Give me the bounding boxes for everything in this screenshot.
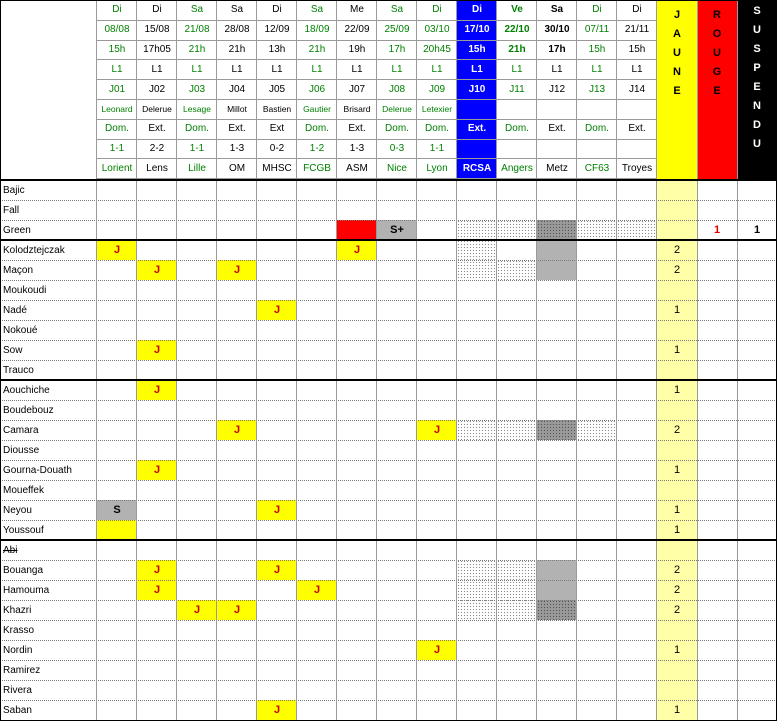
player-red-count [697, 300, 737, 320]
match-10-time: 15h [457, 40, 497, 60]
match-5-ref: Bastien [262, 103, 292, 114]
header-letter: S [753, 43, 761, 55]
match-6-score: 1-2 [309, 142, 325, 154]
player-suspension-count [737, 620, 777, 640]
match-13-score [577, 139, 617, 159]
player-suspension-count: 1 [753, 224, 761, 236]
match-12-comp: L1 [551, 63, 563, 75]
player-name: Hamouma [3, 584, 50, 596]
match-6-ref: Gautier [303, 103, 331, 114]
card-mark[interactable]: S [97, 500, 137, 520]
player-yellow-count: 1 [657, 700, 697, 720]
player-yellow-count [657, 680, 697, 700]
header-letter: S [753, 5, 761, 17]
match-5-score: 0-2 [269, 142, 285, 154]
match-4-round: J04 [228, 83, 246, 95]
header-letter: J [673, 9, 681, 21]
player-yellow-count [657, 660, 697, 680]
unavailable-cell [497, 220, 537, 240]
header-letter: U [753, 138, 761, 150]
player-name: Ramirez [3, 664, 41, 676]
match-2-date: 15/08 [144, 24, 170, 36]
player-red-count [697, 700, 737, 720]
player-suspension-count [737, 640, 777, 660]
match-4-comp: L1 [231, 63, 243, 75]
player-red-count [697, 660, 737, 680]
match-1-venue: Dom. [105, 123, 129, 135]
match-5-venue: Ext [269, 123, 285, 135]
card-mark[interactable]: J [137, 460, 177, 480]
header-letter: O [712, 28, 722, 40]
player-suspension-count [737, 480, 777, 500]
player-red-count [697, 500, 737, 520]
header-letter: D [753, 119, 761, 131]
player-name: Moueffek [3, 484, 44, 496]
match-5-opponent: MHSC [262, 162, 292, 174]
unavailable-cell [457, 560, 497, 620]
match-5-comp: L1 [271, 63, 283, 75]
unavailable-cell [497, 420, 537, 440]
player-red-count [697, 520, 737, 540]
total-yellow-header [657, 0, 697, 180]
match-9-time: 20h45 [423, 43, 451, 55]
match-14-comp: L1 [631, 63, 643, 75]
player-name: Kolodztejczak [3, 244, 65, 256]
player-name: Diousse [3, 444, 40, 456]
match-12-date: 30/10 [544, 24, 570, 36]
player-name: Bajic [3, 184, 25, 196]
match-14-time: 15h [628, 43, 646, 55]
match-3-opponent: Lille [188, 162, 206, 174]
player-red-count [697, 260, 737, 280]
player-red-count [697, 680, 737, 700]
unavailable-cell [457, 240, 497, 280]
match-3-date: 21/08 [184, 24, 210, 36]
header-letter: U [753, 24, 761, 36]
card-mark[interactable]: J [417, 420, 457, 440]
match-4-opponent: OM [228, 162, 246, 174]
match-1-day: Di [112, 4, 122, 16]
player-suspension-count [737, 660, 777, 680]
match-9-opponent: Lyon [426, 162, 448, 174]
match-11-venue: Dom. [505, 123, 529, 135]
unavailable-cell [457, 420, 497, 440]
header-letter: E [753, 81, 761, 93]
match-7-opponent: ASM [346, 162, 368, 174]
player-yellow-count [657, 200, 697, 220]
player-suspension-count [737, 580, 777, 600]
player-yellow-count [657, 440, 697, 460]
player-red-count [697, 240, 737, 260]
player-name: Khazri [3, 604, 32, 616]
player-name: Gourna-Douath [3, 464, 72, 476]
player-red-count [697, 580, 737, 600]
match-4-time: 21h [228, 43, 246, 55]
match-10-round: J10 [457, 79, 497, 99]
match-11-score [497, 139, 537, 159]
player-name: Camara [3, 424, 39, 436]
match-9-date: 03/10 [424, 24, 450, 36]
player-name: Krasso [3, 624, 35, 636]
player-yellow-count: 2 [657, 600, 697, 620]
player-yellow-count [657, 400, 697, 420]
unavailable-cell [457, 220, 497, 240]
card-mark[interactable]: J [137, 580, 177, 600]
match-9-day: Di [432, 4, 442, 16]
card-mark[interactable]: J [297, 580, 337, 600]
match-10-date: 17/10 [457, 20, 497, 40]
header-letter: P [753, 62, 761, 74]
match-14-venue: Ext. [628, 123, 646, 135]
player-red-count: 1 [713, 224, 721, 236]
header-letter: R [713, 9, 721, 21]
match-12-day: Sa [550, 4, 564, 16]
player-red-count [697, 280, 737, 300]
card-mark[interactable]: J [217, 260, 257, 280]
player-suspension-count [737, 700, 777, 720]
player-suspension-count [737, 260, 777, 280]
player-yellow-count [657, 180, 697, 200]
player-suspension-count [737, 680, 777, 700]
player-name: Moukoudi [3, 284, 47, 296]
match-6-venue: Dom. [305, 123, 329, 135]
player-yellow-count [657, 220, 697, 240]
match-13-ref [577, 99, 617, 119]
unavailable-cell [617, 220, 657, 240]
match-1-opponent: Lorient [101, 162, 133, 174]
match-6-day: Sa [310, 4, 324, 16]
player-red-count [697, 460, 737, 480]
player-yellow-count: 2 [657, 420, 697, 440]
match-7-date: 22/09 [344, 24, 370, 36]
card-mark[interactable]: J [97, 240, 137, 260]
match-5-round: J05 [268, 83, 286, 95]
player-red-count [697, 340, 737, 360]
match-2-ref: Delerue [142, 103, 172, 114]
match-7-day: Me [350, 4, 364, 16]
player-yellow-count: 1 [657, 520, 697, 540]
player-red-count [697, 380, 737, 400]
match-7-score: 1-3 [349, 142, 365, 154]
match-10-score [457, 139, 497, 159]
match-12-score [537, 139, 577, 159]
header-letter: G [712, 66, 722, 78]
match-10-ref [457, 99, 497, 119]
player-suspension-count [737, 240, 777, 260]
player-name: Bouanga [3, 564, 44, 576]
match-4-score: 1-3 [229, 142, 245, 154]
unavailable-cell [537, 420, 577, 440]
card-mark[interactable]: J [217, 600, 257, 620]
match-12-round: J12 [548, 83, 566, 95]
match-6-date: 18/09 [304, 24, 330, 36]
match-8-date: 25/09 [384, 24, 410, 36]
player-name: Nokoué [3, 324, 38, 336]
player-name: Nordin [3, 644, 33, 656]
header-letter: U [713, 47, 721, 59]
match-14-date: 21/11 [624, 24, 650, 36]
player-suspension-count [737, 280, 777, 300]
match-7-round: J07 [348, 83, 366, 95]
player-red-count [697, 320, 737, 340]
player-yellow-count: 2 [657, 260, 697, 280]
match-8-round: J08 [388, 83, 406, 95]
match-3-score: 1-1 [189, 142, 205, 154]
player-name: Fall [3, 204, 20, 216]
player-yellow-count: 2 [657, 240, 697, 260]
player-yellow-count: 1 [657, 640, 697, 660]
player-name: Saban [3, 704, 32, 716]
player-yellow-count [657, 280, 697, 300]
match-4-venue: Ext. [228, 123, 246, 135]
match-3-round: J03 [188, 83, 206, 95]
match-12-time: 17h [548, 43, 566, 55]
player-red-count [697, 480, 737, 500]
match-11-date: 22/10 [504, 24, 530, 36]
match-6-opponent: FCGB [303, 162, 331, 174]
player-yellow-count: 2 [657, 580, 697, 600]
card-mark[interactable]: J [257, 560, 297, 580]
match-10-venue: Ext. [457, 119, 497, 139]
match-11-round: J11 [509, 83, 525, 95]
player-suspension-count [737, 420, 777, 440]
header-letter: N [753, 100, 761, 112]
match-9-score: 1-1 [429, 142, 445, 154]
match-2-day: Di [152, 4, 162, 16]
player-red-count [697, 420, 737, 440]
unavailable-cell [577, 420, 617, 440]
player-red-count [697, 560, 737, 580]
unavailable-cell [497, 260, 537, 280]
player-yellow-count [657, 360, 697, 380]
match-13-comp: L1 [591, 63, 603, 75]
player-red-count [697, 200, 737, 220]
match-3-ref: Lesage [183, 103, 211, 114]
unavailable-cell [537, 560, 577, 600]
unavailable-cell [497, 560, 537, 620]
match-13-day: Di [592, 4, 602, 16]
match-2-comp: L1 [151, 63, 163, 75]
player-red-count [697, 600, 737, 620]
match-4-ref: Millot [227, 103, 247, 114]
player-suspension-count [737, 300, 777, 320]
match-9-venue: Dom. [425, 123, 449, 135]
player-yellow-count: 1 [657, 460, 697, 480]
card-mark[interactable] [97, 520, 137, 540]
header-letter: A [673, 28, 681, 40]
match-8-score: 0-3 [389, 142, 405, 154]
match-3-time: 21h [188, 43, 206, 55]
match-3-comp: L1 [191, 63, 203, 75]
match-9-comp: L1 [431, 63, 443, 75]
player-suspension-count [737, 340, 777, 360]
match-12-ref [537, 99, 577, 119]
match-14-day: Di [632, 4, 642, 16]
player-name: Rivera [3, 684, 32, 696]
match-14-round: J14 [628, 83, 646, 95]
player-yellow-count: 1 [657, 500, 697, 520]
player-suspension-count [737, 600, 777, 620]
match-2-round: J02 [148, 83, 166, 95]
header-letter: U [673, 47, 681, 59]
player-red-count [697, 540, 737, 560]
match-11-day: Ve [511, 4, 523, 16]
match-5-date: 12/09 [264, 24, 290, 36]
player-yellow-count: 1 [657, 340, 697, 360]
match-10-comp: L1 [457, 59, 497, 79]
match-1-time: 15h [108, 43, 126, 55]
match-11-opponent: Angers [501, 162, 533, 174]
match-3-day: Sa [190, 4, 204, 16]
match-4-date: 28/08 [224, 24, 250, 36]
player-red-count [697, 620, 737, 640]
card-mark[interactable]: J [257, 500, 297, 520]
match-11-comp: L1 [511, 63, 523, 75]
player-suspension-count [737, 380, 777, 400]
player-name: Sow [3, 344, 23, 356]
player-name: Youssouf [3, 524, 44, 536]
card-mark[interactable]: J [137, 380, 177, 400]
player-suspension-count [737, 500, 777, 520]
match-2-score: 2-2 [149, 142, 165, 154]
card-mark[interactable]: J [177, 600, 217, 620]
match-8-opponent: Nice [386, 162, 407, 174]
card-mark[interactable]: J [337, 240, 377, 260]
player-red-count [697, 640, 737, 660]
player-yellow-count: 1 [657, 380, 697, 400]
match-9-ref: Letexier [421, 103, 453, 114]
match-4-day: Sa [230, 4, 244, 16]
match-2-venue: Ext. [148, 123, 166, 135]
player-red-count [697, 180, 737, 200]
match-7-time: 19h [348, 43, 366, 55]
match-11-time: 21h [508, 43, 526, 55]
card-mark[interactable]: S+ [377, 220, 417, 240]
card-mark[interactable]: J [137, 260, 177, 280]
player-yellow-count [657, 620, 697, 640]
player-suspension-count [737, 520, 777, 540]
player-name: Nadé [3, 304, 27, 316]
match-5-day: Di [272, 4, 282, 16]
match-13-venue: Dom. [585, 123, 609, 135]
match-13-time: 15h [588, 43, 606, 55]
player-suspension-count [737, 460, 777, 480]
player-yellow-count: 2 [657, 560, 697, 580]
player-yellow-count: 1 [657, 300, 697, 320]
match-6-comp: L1 [311, 63, 323, 75]
match-8-venue: Dom. [385, 123, 409, 135]
match-3-venue: Dom. [185, 123, 209, 135]
card-mark[interactable]: J [217, 420, 257, 440]
player-suspension-count [737, 400, 777, 420]
player-red-count [697, 440, 737, 460]
card-mark[interactable]: J [137, 560, 177, 580]
player-name: Abi [3, 544, 18, 556]
unavailable-cell [537, 600, 577, 620]
player-suspension-count [737, 200, 777, 220]
match-14-opponent: Troyes [621, 162, 653, 174]
player-red-count [697, 360, 737, 380]
player-suspension-count [737, 320, 777, 340]
player-name: Trauco [3, 364, 34, 376]
match-14-score [617, 139, 657, 159]
player-yellow-count [657, 540, 697, 560]
card-mark[interactable]: J [257, 700, 297, 720]
player-suspension-count [737, 440, 777, 460]
player-name: Neyou [3, 504, 32, 516]
match-13-round: J13 [588, 83, 606, 95]
unavailable-cell [537, 220, 577, 240]
match-5-time: 13h [268, 43, 286, 55]
match-7-venue: Ext. [348, 123, 366, 135]
player-name: Green [3, 224, 31, 236]
card-mark[interactable]: J [257, 300, 297, 320]
match-9-round: J09 [428, 83, 446, 95]
player-red-count [697, 400, 737, 420]
total-red-header [697, 0, 737, 180]
match-1-score: 1-1 [109, 142, 125, 154]
match-10-opponent: RCSA [457, 158, 497, 178]
match-13-date: 07/11 [584, 24, 610, 36]
total-suspended-header [737, 0, 777, 180]
match-7-comp: L1 [351, 63, 363, 75]
header-letter: E [673, 85, 681, 97]
match-12-venue: Ext. [548, 123, 566, 135]
player-suspension-count [737, 540, 777, 560]
player-yellow-count [657, 480, 697, 500]
player-suspension-count [737, 180, 777, 200]
unavailable-cell [537, 240, 577, 280]
match-7-ref: Brisard [343, 103, 371, 114]
header-letter: E [713, 85, 721, 97]
card-mark[interactable]: J [417, 640, 457, 660]
match-6-time: 21h [308, 43, 326, 55]
match-8-time: 17h [388, 43, 406, 55]
match-1-comp: L1 [111, 63, 123, 75]
header-letter: N [673, 66, 681, 78]
match-8-day: Sa [390, 4, 404, 16]
match-8-comp: L1 [391, 63, 403, 75]
match-12-opponent: Metz [546, 162, 568, 174]
player-name: Boudebouz [3, 404, 54, 416]
match-2-opponent: Lens [146, 162, 168, 174]
match-13-opponent: CF63 [584, 162, 610, 174]
match-10-day: Di [457, 0, 497, 20]
match-2-time: 17h05 [143, 43, 171, 55]
player-yellow-count [657, 320, 697, 340]
match-1-round: J01 [108, 83, 126, 95]
unavailable-cell [577, 220, 617, 240]
match-1-ref: Leonard [101, 103, 133, 114]
match-11-ref [497, 99, 537, 119]
player-name: Aouchiche [3, 384, 50, 396]
match-1-date: 08/08 [104, 24, 130, 36]
player-suspension-count [737, 360, 777, 380]
card-mark[interactable]: J [137, 340, 177, 360]
match-6-round: J06 [308, 83, 326, 95]
card-mark[interactable] [337, 220, 377, 240]
player-name: Maçon [3, 264, 34, 276]
match-8-ref: Delerue [382, 103, 412, 114]
player-suspension-count [737, 560, 777, 580]
match-14-ref [617, 99, 657, 119]
